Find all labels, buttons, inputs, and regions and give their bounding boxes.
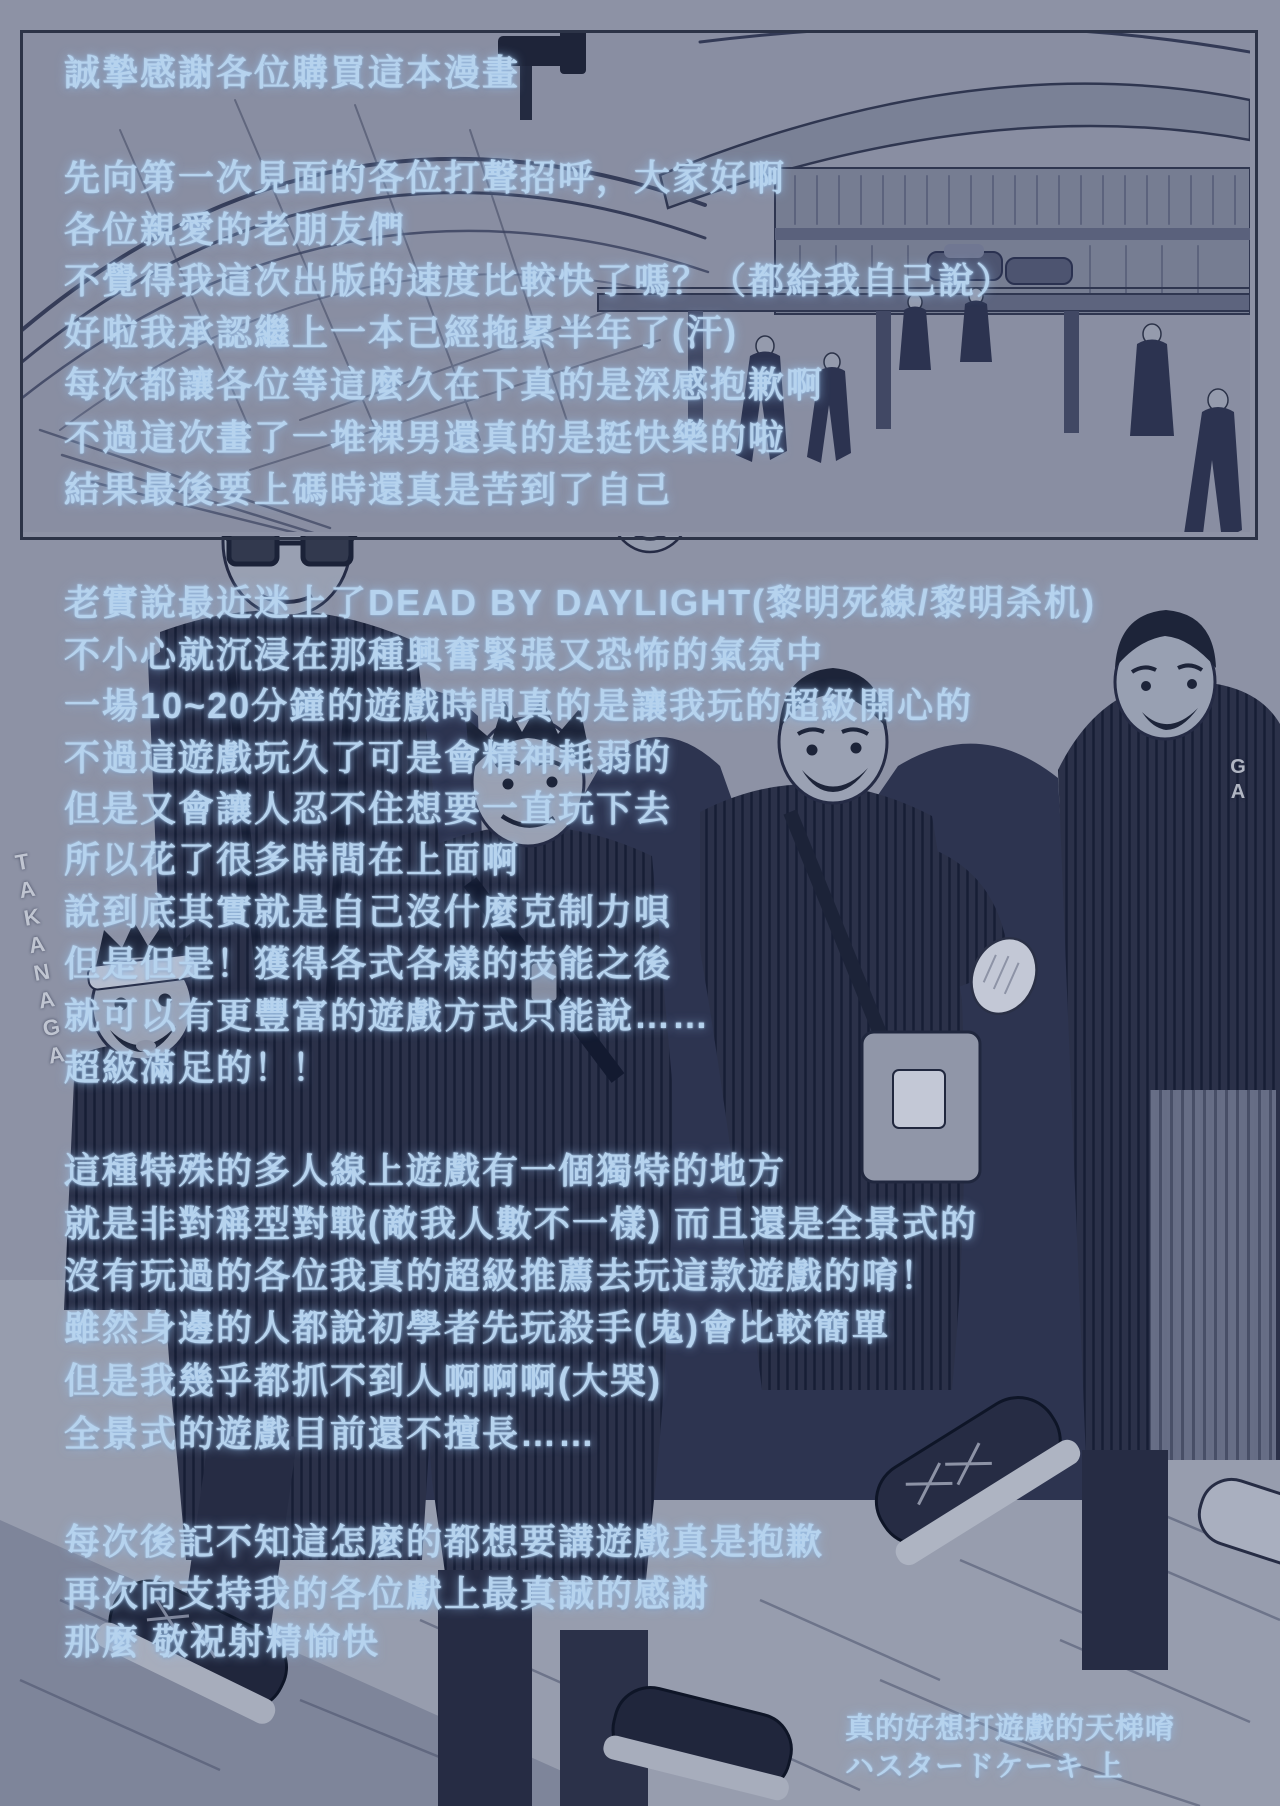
recommend-paragraph-line: 這種特殊的多人線上遊戲有一個獨特的地方: [64, 1150, 787, 1191]
game-paragraph-line: 但是又會讓人忍不住想要一直玩下去: [64, 788, 673, 829]
intro-line: 結果最後要上碼時還真是苦到了自己: [64, 469, 673, 510]
intro-line: 好啦我承認繼上一本已經拖累半年了(汗): [64, 312, 738, 353]
thanks-paragraph-line: 每次後記不知這怎麼的都想要講遊戲真是抱歉: [64, 1521, 825, 1562]
intro-line: 各位親愛的老朋友們: [64, 209, 407, 250]
intro-line: 不覺得我這次出版的速度比較快了嗎？（都給我自己說）: [64, 260, 1015, 301]
recommend-paragraph-line: 全景式的遊戲目前還不擅長……: [64, 1413, 597, 1454]
intro-line: 先向第一次見面的各位打聲招呼，大家好啊: [64, 157, 787, 198]
intro-line: 誠摯感謝各位購買這本漫畫: [64, 52, 521, 93]
recommend-paragraph-line: 雖然身邊的人都說初學者先玩殺手(鬼)會比較簡單: [64, 1307, 890, 1348]
game-paragraph-line: 但是但是！獲得各式各樣的技能之後: [64, 943, 673, 984]
intro-line: 每次都讓各位等這麼久在下真的是深感抱歉啊: [64, 364, 825, 405]
recommend-paragraph-line: 就是非對稱型對戰(敵我人數不一樣) 而且還是全景式的: [64, 1203, 978, 1244]
sleeve-text-left: TAKANAGA: [7, 847, 72, 1073]
thanks-paragraph-line: 再次向支持我的各位獻上最真誠的感謝: [64, 1573, 711, 1614]
game-paragraph-line: 就可以有更豐富的遊戲方式只能說……: [64, 995, 711, 1036]
game-paragraph-line: 不小心就沉浸在那種興奮緊張又恐怖的氣氛中: [64, 634, 825, 675]
sleeve-text-right: GA: [1227, 756, 1249, 806]
game-paragraph-line: 一場10~20分鐘的遊戲時間真的是讓我玩的超級開心的: [64, 685, 974, 726]
game-paragraph-line: 超級滿足的！！: [64, 1047, 331, 1088]
recommend-paragraph-line: 沒有玩過的各位我真的超級推薦去玩這款遊戲的唷！: [64, 1255, 939, 1296]
signoff-line: ハスタードケーキ 上: [845, 1751, 1124, 1783]
game-paragraph-line: 所以花了很多時間在上面啊: [64, 839, 521, 880]
intro-line: 不過這次畫了一堆裸男還真的是挺快樂的啦: [64, 417, 787, 458]
game-paragraph-line: 說到底其實就是自己沒什麼克制力唄: [64, 891, 673, 932]
game-paragraph-line: 不過這遊戲玩久了可是會精神耗弱的: [64, 737, 673, 778]
recommend-paragraph-line: 但是我幾乎都抓不到人啊啊啊(大哭): [64, 1360, 662, 1401]
thanks-paragraph-line: 那麼 敬祝射精愉快: [64, 1621, 381, 1662]
signoff-line: 真的好想打遊戲的天梯唷: [845, 1713, 1176, 1745]
game-paragraph-line: 老實說最近迷上了DEAD BY DAYLIGHT(黎明死線/黎明杀机): [64, 582, 1097, 623]
